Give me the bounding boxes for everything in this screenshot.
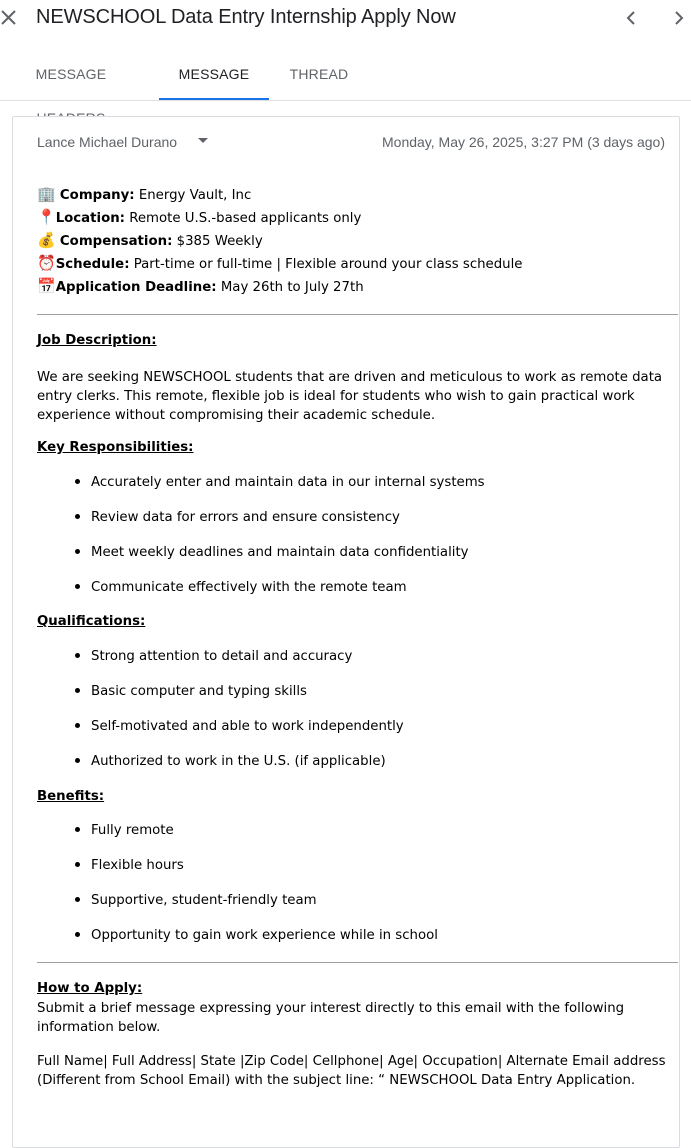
- info-value: Remote U.S.-based applicants only: [124, 211, 362, 226]
- qualifications-heading: Qualifications:: [37, 614, 146, 629]
- divider: [37, 314, 678, 315]
- responsibilities-heading: Key Responsibilities:: [37, 440, 194, 455]
- tab-thread[interactable]: THREAD: [289, 66, 349, 82]
- chevron-left-icon[interactable]: [621, 6, 641, 30]
- info-schedule: [37, 254, 522, 272]
- info-label: Application Deadline:: [55, 280, 217, 295]
- info-location: [37, 208, 361, 226]
- list-item: Opportunity to gain work experience while in school: [75, 928, 438, 943]
- info-label: Schedule:: [55, 257, 130, 272]
- list-item: Strong attention to detail and accuracy: [75, 649, 352, 664]
- list-item: Flexible hours: [75, 858, 184, 873]
- info-value: May 26th to July 27th: [216, 280, 364, 295]
- info-label: Location:: [55, 211, 125, 226]
- info-value: Part-time or full-time | Flexible around your class schedule: [129, 257, 523, 272]
- list-item: Review data for errors and ensure consistency: [75, 510, 400, 525]
- job-description-heading: Job Description:: [37, 333, 157, 348]
- sender-name[interactable]: Lance Michael Durano: [37, 134, 178, 150]
- list-item: Communicate effectively with the remote team: [75, 580, 407, 595]
- info-deadline: [37, 277, 364, 295]
- info-label: Compensation:: [59, 234, 173, 249]
- list-item: Meet weekly deadlines and maintain data confidentiality: [75, 545, 469, 560]
- how-to-apply-text: Submit a brief message expressing your interest directly to this email with the following information below.: [37, 1001, 625, 1035]
- tab-bar: [0, 52, 691, 101]
- info-value: $385 Weekly: [172, 234, 263, 249]
- chevron-right-icon[interactable]: [669, 6, 689, 30]
- list-item: Basic computer and typing skills: [75, 684, 307, 699]
- message-date: Monday, May 26, 2025, 3:27 PM (3 days ago): [382, 134, 666, 150]
- info-compensation: [37, 231, 263, 249]
- list-item: Fully remote: [75, 823, 174, 838]
- list-item: Self-motivated and able to work independently: [75, 719, 404, 734]
- divider: [37, 962, 678, 963]
- calendar-icon: 📅: [37, 277, 56, 295]
- info-value: Energy Vault, Inc: [134, 188, 252, 203]
- alarm-clock-icon: ⏰: [37, 254, 56, 272]
- close-icon[interactable]: [0, 7, 18, 29]
- info-label: Company:: [59, 188, 135, 203]
- pin-icon: 📍: [37, 208, 56, 226]
- building-icon: 🏢: [37, 185, 56, 203]
- list-item: Accurately enter and maintain data in our internal systems: [75, 475, 485, 490]
- list-item: Authorized to work in the U.S. (if applicable): [75, 754, 386, 769]
- top-bar: [0, 0, 691, 40]
- job-description-text: We are seeking NEWSCHOOL students that are driven and meticulous to work as remote data entry clerks. This remote, flexible job is ideal for students who wish to gain practical work experience without compromising their academic schedule.: [37, 370, 663, 423]
- how-to-apply-heading: How to Apply:: [37, 981, 143, 996]
- tab-message-headers[interactable]: MESSAGE: [35, 66, 107, 82]
- info-company: [37, 185, 251, 203]
- benefits-heading: Benefits:: [37, 789, 105, 804]
- money-bag-icon: 💰: [37, 231, 56, 249]
- dropdown-arrow-icon[interactable]: [196, 134, 210, 148]
- list-item: Supportive, student-friendly team: [75, 893, 317, 908]
- message-subject-title: NEWSCHOOL Data Entry Internship Apply Now: [36, 6, 456, 28]
- tab-message[interactable]: MESSAGE: [159, 52, 269, 100]
- how-to-apply-details: Full Name| Full Address| State |Zip Code| Cellphone| Age| Occupation| Alternate Email address (Different from School Email) with the subject line: “ NEWSCHOOL Data Entry Application.: [37, 1054, 666, 1088]
